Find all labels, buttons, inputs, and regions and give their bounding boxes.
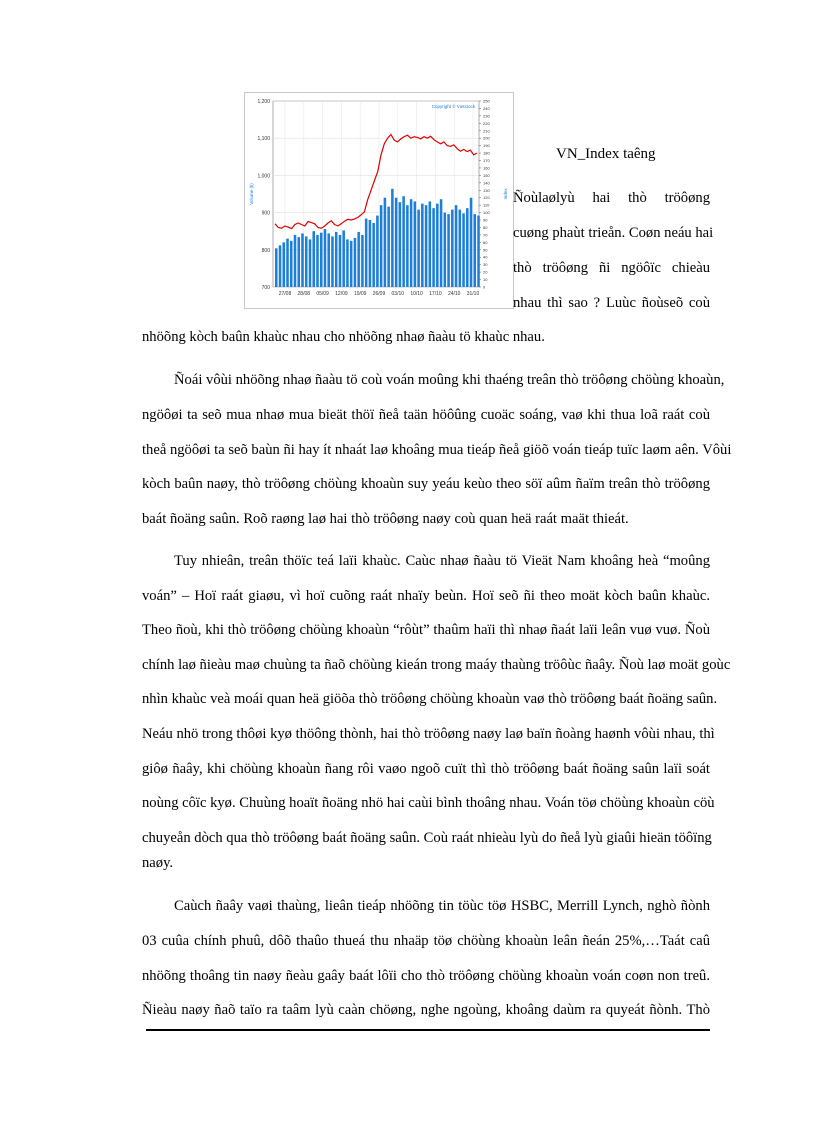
volume-bar [286, 239, 289, 287]
volume-bar [470, 198, 473, 287]
volume-bar [365, 219, 368, 287]
right-tick-label: 240 [483, 105, 490, 111]
text-line: nhìn khaùc veà moái quan heä giöõa thò tröôøng chöùng khoaùn vaø thò tröôøng baát ñoäng saûn. [142, 691, 718, 707]
text-line: ngöôøi ta seõ mua nhaø mua bieät thöï ñeå taän höôûng cuoäc soáng, vaø khi thua loã raát coù [142, 407, 710, 423]
volume-bar [331, 236, 334, 287]
volume-bar [316, 235, 319, 287]
right-tick-label: 20 [483, 269, 488, 275]
volume-bar [455, 205, 458, 287]
text-line: Ñoái vôùi nhöõng nhaø ñaàu tö coù voán moûng khi thaéng treân thò tröôøng chöùng khoaùn, [174, 372, 725, 388]
right-tick-label: 210 [483, 128, 490, 134]
x-tick-label: 10/10 [410, 291, 423, 297]
x-tick-label: 05/09 [316, 291, 329, 297]
chart-svg [245, 93, 513, 308]
volume-bar [440, 199, 443, 287]
volume-bar [384, 198, 387, 287]
text-line: nhau thì sao ? Luùc ñoùseõ coù [513, 295, 710, 311]
text-line: Tuy nhieân, treân thöïc teá laïi khaùc. Caùc nhaø ñaàu tö Vieät Nam khoâng heà “moûng [174, 553, 710, 569]
volume-bar [387, 207, 390, 287]
right-tick-label: 160 [483, 165, 490, 171]
volume-bar [459, 210, 462, 287]
volume-bar [376, 216, 379, 287]
volume-bar [282, 242, 285, 287]
text-line: Theo ñoù, khi thò tröôøng chöùng khoaùn “rôùt” thaûm haïi thì nhaø ñaát laïi leân vuø vuø. Ñoù [142, 622, 710, 638]
text-line: thò tröôøng ñi ngöôïc chieàu [513, 260, 710, 276]
text-line: Caùch ñaây vaøi thaùng, lieân tieáp nhöõng tin töùc töø HSBC, Merrill Lynch, nghò ñònh [174, 898, 710, 914]
text-line: Neáu nhö trong thôøi kyø thöông thònh, hai thò tröôøng naøy laø baïn ñoàng haønh vôùi nhau, thì [142, 726, 715, 742]
volume-bar [395, 198, 398, 287]
volume-bar [402, 196, 405, 287]
x-tick-label: 24/10 [447, 291, 461, 297]
text-line: nhöõng kòch baûn khaùc nhau cho nhöõng nhaø ñaàu tö khaùc nhau. [142, 329, 545, 345]
text-line: naøy. [142, 855, 174, 871]
volume-bar [447, 214, 450, 287]
text-line: cuøng phaùt trieån. Coøn neáu hai [513, 225, 714, 241]
text-line: noùng côïc kyø. Chuùng hoaït ñoäng nhö hai caùi bình thoâng nhau. Voán töø chöùng khoaùn cöù [142, 795, 715, 811]
volume-bar [275, 248, 278, 287]
volume-bar [421, 204, 424, 287]
volume-bar [462, 213, 465, 287]
volume-bar [414, 201, 417, 287]
y-axis-label-right: Index [503, 188, 508, 200]
volume-bar [372, 223, 375, 287]
right-tick-label: 180 [483, 150, 490, 156]
x-tick-label: 03/10 [391, 291, 405, 297]
text-line: Ñoùlaølyù hai thò tröôøng [513, 190, 710, 206]
volume-bar [399, 202, 402, 287]
volume-bar [350, 241, 353, 287]
left-tick-label: 800 [261, 247, 270, 254]
volume-bar [301, 233, 304, 287]
volume-bar [425, 205, 428, 287]
volume-bar [312, 231, 315, 287]
text-line: 03 cuûa chính phuû, dôõ thaûo thueá thu nhaäp töø chöùng khoaùn leân ñeán 25%,…Taát caû [142, 933, 710, 949]
left-tick-label: 1,200 [257, 99, 270, 105]
left-tick-label: 900 [261, 210, 270, 217]
volume-bar [466, 208, 469, 287]
chart-copyright: Copyright © Vietstock [431, 104, 475, 109]
text-line: voán” – Hoï raát giaøu, vì hoï cuõng raát nhaïy beùn. Hoï seõ ñi theo moät kòch baûn khaùc. [142, 588, 710, 604]
right-tick-label: 50 [483, 247, 488, 253]
right-tick-label: 30 [483, 262, 488, 268]
x-tick-label: 26/09 [372, 291, 386, 297]
right-tick-label: 230 [483, 113, 490, 119]
volume-bar [357, 232, 360, 287]
text-line: chính laø ñieàu maø chuùng ta ñaõ chöùng kieán trong maáy thaùng tröôùc ñaây. Ñoù laø moät goùc [142, 657, 731, 673]
volume-bar [451, 210, 454, 287]
text-line: chuyeån dòch qua thò tröôøng baát ñoäng saûn. Coù raát nhieàu lyù do ñeå lyù giaûi hieän töôïng [142, 830, 712, 846]
right-tick-label: 70 [483, 232, 488, 238]
left-tick-label: 1,100 [257, 136, 270, 143]
right-tick-label: 90 [483, 217, 488, 223]
right-tick-label: 40 [483, 254, 488, 260]
x-tick-label: 17/10 [429, 291, 442, 297]
volume-bar [324, 229, 327, 287]
chart-caption: VN_Index taêng [556, 146, 656, 162]
volume-bar [391, 189, 394, 287]
left-tick-label: 1,000 [257, 173, 270, 180]
volume-bar [342, 230, 345, 287]
text-line: giôø ñaây, khi chöùng khoaùn ñang rôi vaøo ngoõ cuït thì thò tröôøng baát ñoäng saûn laïi soát [142, 761, 710, 777]
text-line: baát ñoäng saûn. Roõ raøng laø hai thò tröôøng naøy coù quan heä raát maät thieát. [142, 511, 629, 527]
volume-bar [354, 238, 357, 287]
text-line: theå ngöôøi ta seõ baùn ñi hay ít nhaát laø khoâng mua tieáp ñeå giöõ voán tieáp tuïc laøm aên. Vôùi [142, 442, 732, 458]
volume-bar [380, 205, 383, 287]
right-tick-label: 10 [483, 277, 488, 283]
volume-bar [309, 239, 312, 287]
volume-bar [361, 235, 364, 287]
volume-bar [327, 233, 330, 287]
x-tick-label: 12/09 [335, 291, 348, 297]
y-axis-label-left: Volume (k) [249, 183, 254, 205]
volume-bar [417, 210, 420, 287]
right-tick-label: 120 [483, 195, 490, 201]
volume-bar [346, 239, 349, 287]
volume-bar [444, 213, 447, 287]
left-tick-label: 700 [261, 285, 270, 291]
volume-bar [410, 199, 413, 287]
right-tick-label: 80 [483, 224, 488, 230]
volume-bar [305, 236, 308, 287]
right-tick-label: 60 [483, 239, 488, 245]
volume-bar [429, 201, 432, 287]
footer-rule [146, 1029, 710, 1031]
volume-bar [335, 232, 338, 287]
volume-bar [474, 214, 477, 287]
volume-bar [279, 245, 282, 287]
text-line: kòch baûn naøy, thò tröôøng chöùng khoaùn suy yeáu keùo theo söï aûm ñaïm treân thò tröôøng [142, 476, 710, 492]
x-tick-label: 31/10 [466, 291, 480, 297]
volume-bar [297, 237, 300, 287]
right-tick-label: 170 [483, 158, 490, 164]
text-line: nhöõng thoâng tin naøy ñeàu gaây baát lôïi cho thò tröôøng chöùng khoaùn voán coøn non treû. [142, 968, 710, 984]
right-tick-label: 140 [483, 180, 490, 186]
right-tick-label: 150 [483, 172, 490, 178]
x-tick-label: 28/08 [297, 291, 311, 297]
text-line: Ñieàu naøy ñaõ taïo ra taâm lyù caàn chöøng, nghe ngoùng, khoâng daùm ra quyeát ñònh. Thò [142, 1002, 710, 1018]
right-tick-label: 250 [483, 98, 490, 104]
x-tick-label: 27/08 [278, 291, 292, 297]
volume-bar [290, 241, 293, 287]
right-tick-label: 200 [483, 135, 490, 141]
volume-bar [339, 235, 342, 287]
right-tick-label: 100 [483, 210, 490, 216]
right-tick-label: 0 [483, 284, 486, 290]
volume-bar [477, 216, 480, 287]
volume-bar [369, 220, 372, 287]
x-tick-label: 19/09 [353, 291, 367, 297]
volume-bar [294, 235, 297, 287]
right-tick-label: 190 [483, 143, 490, 149]
volume-bar [320, 233, 323, 287]
volume-bar [432, 208, 435, 287]
right-tick-label: 220 [483, 120, 490, 126]
vn-index-chart [244, 92, 514, 309]
right-tick-label: 110 [483, 202, 490, 208]
volume-bar [406, 205, 409, 287]
right-tick-label: 130 [483, 187, 490, 193]
volume-bar [436, 204, 439, 287]
